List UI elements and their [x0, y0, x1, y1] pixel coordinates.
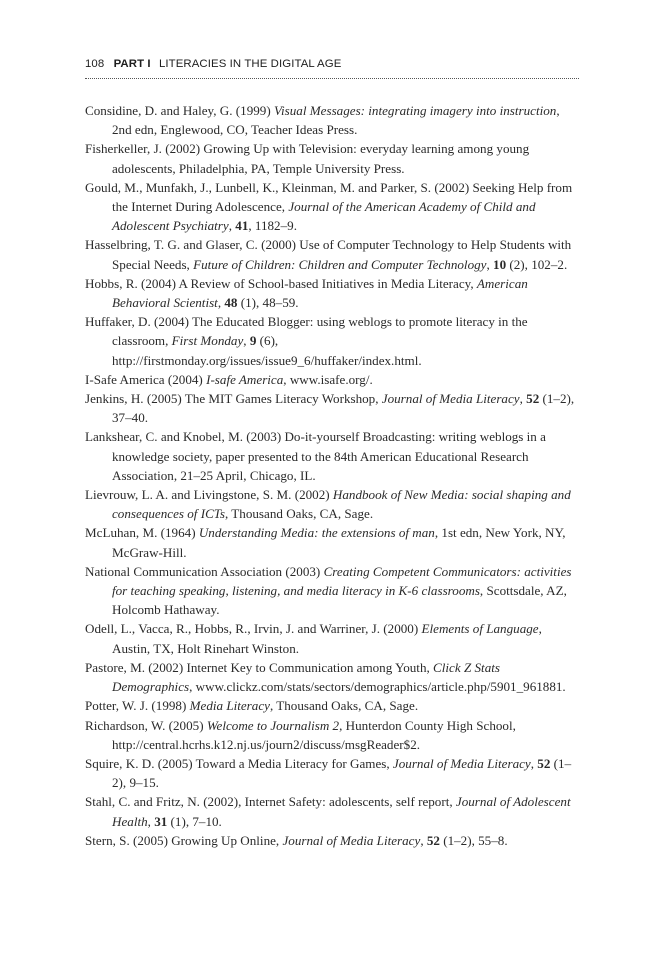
- reference-text: Potter, W. J. (1998): [85, 698, 190, 714]
- page-number: 108: [85, 58, 105, 70]
- reference-title: American Behavioral Scientist: [112, 275, 528, 311]
- reference-entry: [85, 370, 579, 389]
- header-dotted-rule: [85, 78, 579, 79]
- reference-text: Odell, L., Vacca, R., Hobbs, R., Irvin, J. and Warriner, J. (2000): [85, 621, 422, 637]
- reference-text: Considine, D. and Haley, G. (1999): [85, 103, 274, 118]
- reference-text: ,: [147, 813, 155, 829]
- reference-text: I-Safe America (2004): [85, 371, 207, 387]
- reference-title: Journal of Media Literacy: [381, 391, 520, 407]
- reference-title: Future of Children: Children and Computer Technology: [193, 256, 487, 272]
- reference-entry: [85, 754, 579, 792]
- reference-text: National Communication Association (2003): [85, 563, 324, 579]
- reference-text: (1), 7–10.: [167, 813, 222, 829]
- reference-title: Elements of Language: [421, 621, 539, 637]
- reference-text: ,: [486, 256, 494, 272]
- reference-text: Fisherkeller, J. (2002) Growing Up with Television: everyday learning among young adolescents, Philadelphia, PA, Temple University Press.: [85, 141, 530, 176]
- reference-entry: [85, 523, 579, 561]
- reference-title: Journal of Media Literacy: [392, 755, 531, 771]
- reference-title: Visual Messages: integrating imagery into instruction: [273, 103, 557, 118]
- reference-entry: [85, 178, 579, 236]
- reference-text: (1–2), 37–40.: [112, 391, 575, 426]
- reference-text: , www.isafe.org/.: [283, 371, 373, 387]
- reference-text: Gould, M., Munfakh, J., Lunbell, K., Kleinman, M. and Parker, S. (2002) Seeking Help from the Internet During Adolescence,: [85, 179, 573, 215]
- reference-entry: [85, 658, 579, 696]
- reference-title: Understanding Media: the extensions of man: [198, 525, 435, 541]
- reference-title: Journal of Adolescent Health: [112, 794, 571, 829]
- reference-text: , Thousand Oaks, CA, Sage.: [269, 698, 419, 714]
- reference-text: Stahl, C. and Fritz, N. (2002), Internet Safety: adolescents, self report,: [85, 794, 456, 810]
- reference-entry: [85, 716, 579, 754]
- reference-text: ,: [530, 755, 538, 771]
- reference-text: , Hunterdon County High School, http://central.hcrhs.k12.nj.us/journ2/discuss/msgReader$2.: [112, 717, 516, 752]
- reference-text: ,: [420, 832, 427, 848]
- reference-text: Hobbs, R. (2004) A Review of School-based Initiatives in Media Literacy,: [85, 275, 477, 291]
- part-label: PART I: [113, 58, 151, 70]
- reference-entry: [85, 831, 579, 850]
- reference-text: , www.clickz.com/stats/sectors/demographics/article.php/5901_961881.: [189, 679, 566, 695]
- reference-text: Lievrouw, L. A. and Livingstone, S. M. (2002): [85, 487, 333, 503]
- reference-title: Welcome to Journalism 2: [206, 717, 340, 733]
- reference-entry: [85, 562, 579, 620]
- section-title: LITERACIES IN THE DIGITAL AGE: [158, 58, 342, 70]
- reference-entry: [85, 235, 579, 273]
- reference-volume: 10: [493, 256, 507, 272]
- reference-entry: [85, 101, 579, 139]
- running-header: [85, 58, 579, 76]
- reference-text: ,: [243, 333, 250, 349]
- reference-entry: [85, 139, 579, 177]
- reference-list: [85, 101, 579, 850]
- reference-text: ,: [217, 295, 225, 311]
- reference-text: ,: [519, 391, 527, 407]
- reference-entry: [85, 427, 579, 485]
- reference-title: Handbook of New Media: social shaping and consequences of ICTs: [112, 487, 571, 522]
- reference-volume: 52: [426, 832, 440, 848]
- reference-text: , Austin, TX, Holt Rinehart Winston.: [112, 621, 542, 656]
- reference-volume: 52: [537, 755, 551, 771]
- reference-volume: 48: [224, 295, 238, 311]
- reference-entry: [85, 792, 579, 830]
- reference-title: Media Literacy: [189, 698, 270, 714]
- reference-text: , Scottsdale, AZ, Holcomb Hathaway.: [112, 583, 567, 618]
- reference-title: Creating Competent Communicators: activities for teaching speaking, listening, and media literacy in K-6 classrooms: [112, 563, 572, 599]
- reference-text: Lankshear, C. and Knobel, M. (2003) Do-it-yourself Broadcasting: writing weblogs in a knowledge society, paper presented to the 84th American Educational Research Association, 21–25 April, Chicago, IL.: [85, 429, 546, 483]
- reference-text: Stern, S. (2005) Growing Up Online,: [85, 832, 283, 848]
- reference-title: Journal of Media Literacy: [282, 832, 421, 848]
- reference-text: ,: [228, 218, 236, 234]
- reference-text: , 2nd edn, Englewood, CO, Teacher Ideas Press.: [112, 103, 560, 138]
- reference-text: , Thousand Oaks, CA, Sage.: [224, 506, 374, 522]
- reference-entry: [85, 696, 579, 715]
- reference-text: , 1182–9.: [248, 218, 297, 234]
- reference-text: Jenkins, H. (2005) The MIT Games Literacy Workshop,: [85, 391, 382, 407]
- reference-title: Journal of the American Academy of Child and Adolescent Psychiatry: [112, 199, 536, 234]
- reference-volume: 52: [526, 391, 540, 407]
- reference-text: (6), http://firstmonday.org/issues/issue9_6/huffaker/index.html.: [112, 333, 422, 368]
- reference-title: Click Z Stats Demographics: [112, 659, 500, 695]
- reference-text: Pastore, M. (2002) Internet Key to Communication among Youth,: [85, 659, 434, 675]
- reference-title: I-safe America: [206, 371, 284, 387]
- reference-text: Richardson, W. (2005): [85, 717, 207, 733]
- reference-volume: 31: [154, 813, 168, 829]
- reference-entry: [85, 312, 579, 370]
- reference-text: Huffaker, D. (2004) The Educated Blogger: using weblogs to promote literacy in the classroom,: [85, 314, 528, 349]
- reference-text: Squire, K. D. (2005) Toward a Media Literacy for Games,: [85, 755, 393, 771]
- reference-text: Hasselbring, T. G. and Glaser, C. (2000) Use of Computer Technology to Help Students with Special Needs,: [85, 237, 572, 272]
- reference-text: (2), 102–2.: [506, 256, 568, 272]
- reference-entry: [85, 619, 579, 657]
- reference-volume: 41: [235, 218, 249, 234]
- reference-text: (1), 48–59.: [237, 295, 299, 311]
- reference-entry: [85, 389, 579, 427]
- reference-entry: [85, 274, 579, 312]
- reference-text: McLuhan, M. (1964): [85, 525, 199, 541]
- reference-text: (1–2), 9–15.: [112, 755, 572, 791]
- reference-entry: [85, 485, 579, 523]
- reference-title: First Monday: [171, 333, 244, 349]
- reference-text: (1–2), 55–8.: [439, 832, 508, 848]
- reference-volume: 9: [249, 333, 257, 349]
- reference-text: , 1st edn, New York, NY, McGraw-Hill.: [112, 525, 566, 560]
